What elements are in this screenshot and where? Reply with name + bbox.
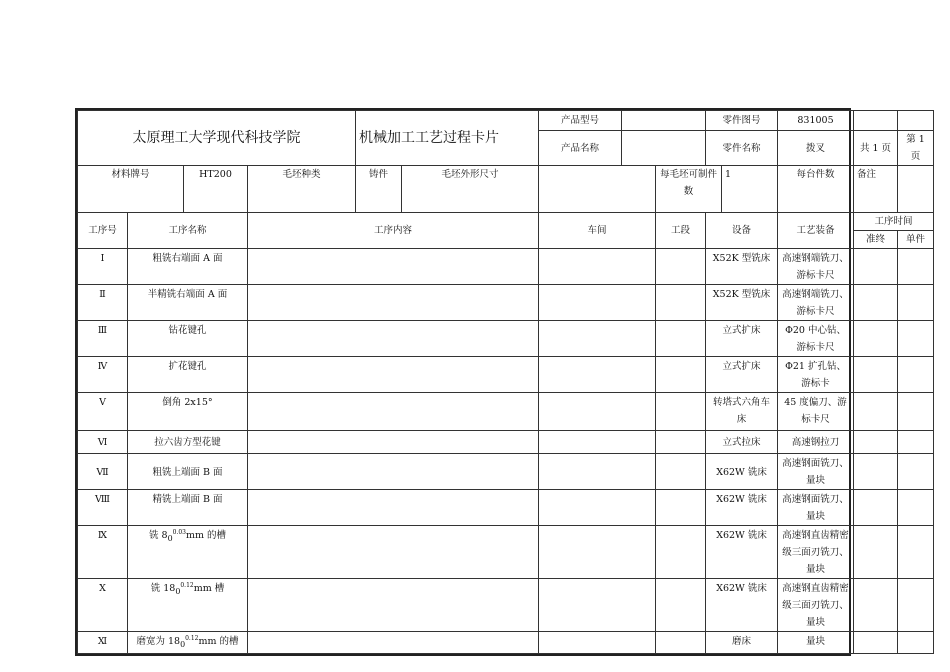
op-no: Ⅺ [78,632,128,654]
part-name-value: 拨叉 [778,131,854,166]
op-content [248,431,539,454]
per-unit-label: 每台件数 [778,166,854,213]
op-equipment: 立式拉床 [706,431,778,454]
table-row [78,490,934,526]
remark-label: 备注 [854,166,898,213]
col-workshop: 车间 [539,213,656,249]
op-no: Ⅴ [78,393,128,431]
op-name: 半精铣右端面 A 面 [128,285,248,321]
col-section: 工段 [656,213,706,249]
op-name-text: 磨宽为 18 [136,636,181,647]
op-name: 精铣上端面 B 面 [128,490,248,526]
op-equipment: X62W 铣床 [706,579,778,632]
op-prep-time [854,285,898,321]
op-prep-time [854,393,898,431]
op-workshop [539,526,656,579]
card-title: 机械加工工艺过程卡片 [356,111,539,166]
blank-size-value [539,166,656,213]
part-no-label: 零件图号 [706,111,778,131]
part-no-value: 831005 [778,111,854,131]
op-equipment: 磨床 [706,632,778,654]
op-no: Ⅸ [78,526,128,579]
op-unit-time [898,249,934,285]
op-unit-time [898,321,934,357]
op-equipment: 立式扩床 [706,357,778,393]
op-section [656,393,706,431]
column-header-row-1 [78,213,934,231]
school-name: 太原理工大学现代科技学院 [78,111,356,166]
op-prep-time [854,454,898,490]
op-equipment: X62W 铣床 [706,490,778,526]
header-row-1 [78,111,934,131]
op-workshop [539,285,656,321]
op-tooling: 高速钢拉刀 [778,431,854,454]
op-tooling: 高速钢面铣刀、量块 [778,454,854,490]
op-section [656,321,706,357]
op-tooling: 高速钢面铣刀、量块 [778,490,854,526]
op-tooling: 高速钢直齿精密级三面刃铣刀、量块 [778,526,854,579]
op-section [656,285,706,321]
op-content [248,249,539,285]
col-prep-time: 准终 [854,231,898,249]
process-card [75,108,926,656]
op-unit-time [898,490,934,526]
op-name: 扩花键孔 [128,357,248,393]
product-model-label: 产品型号 [539,111,622,131]
blank-type-value: 铸件 [356,166,402,213]
op-prep-time [854,357,898,393]
table-row [78,632,934,654]
op-tooling: Φ21 扩孔钻、游标卡 [778,357,854,393]
op-prep-time [854,526,898,579]
product-name-label: 产品名称 [539,131,622,166]
table-row [78,357,934,393]
op-equipment: X52K 型铣床 [706,249,778,285]
op-name-text: 铣 18 [150,583,176,594]
total-pages: 共 1 页 [854,131,898,166]
op-name-unit: mm 的槽 [198,636,239,647]
op-no: Ⅰ [78,249,128,285]
op-unit-time [898,454,934,490]
op-content [248,285,539,321]
op-workshop [539,249,656,285]
op-content [248,357,539,393]
col-op-content: 工序内容 [248,213,539,249]
op-content [248,454,539,490]
table-row [78,285,934,321]
col-tooling: 工艺装备 [778,213,854,249]
op-name [128,632,248,654]
op-section [656,357,706,393]
table-row [78,393,934,431]
op-unit-time [898,393,934,431]
op-prep-time [854,632,898,654]
col-time: 工序时间 [854,213,934,231]
op-section [656,454,706,490]
op-name: 钻花键孔 [128,321,248,357]
op-workshop [539,632,656,654]
op-content [248,393,539,431]
op-name: 粗铣右端面 A 面 [128,249,248,285]
op-name-unit: mm 槽 [193,583,225,594]
header-blank-1 [854,111,898,131]
op-unit-time [898,526,934,579]
op-content [248,579,539,632]
part-name-label: 零件名称 [706,131,778,166]
op-tooling: 量块 [778,632,854,654]
op-unit-time [898,431,934,454]
table-row [78,454,934,490]
op-prep-time [854,321,898,357]
op-no: Ⅷ [78,490,128,526]
op-section [656,490,706,526]
op-equipment: X62W 铣床 [706,454,778,490]
op-workshop [539,431,656,454]
op-workshop [539,321,656,357]
op-workshop [539,357,656,393]
op-name: 拉六齿方型花键 [128,431,248,454]
op-unit-time [898,579,934,632]
per-blank-value: 1 [722,166,778,213]
blank-type-label: 毛坯种类 [248,166,356,213]
op-tooling: 45 度偏刀、游标卡尺 [778,393,854,431]
tolerance-upper: 0.12 [180,581,194,589]
op-tooling: 高速钢端铣刀、游标卡尺 [778,249,854,285]
op-prep-time [854,431,898,454]
op-workshop [539,454,656,490]
op-prep-time [854,490,898,526]
op-unit-time [898,632,934,654]
op-equipment: 立式扩床 [706,321,778,357]
op-content [248,632,539,654]
op-prep-time [854,579,898,632]
op-section [656,579,706,632]
op-no: Ⅳ [78,357,128,393]
op-section [656,526,706,579]
table-row [78,249,934,285]
op-workshop [539,490,656,526]
op-unit-time [898,357,934,393]
op-name: 倒角 2x15° [128,393,248,431]
header-blank-2 [898,111,934,131]
op-name-unit: mm 的槽 [185,530,226,541]
remark-value [898,166,934,213]
table-row [78,431,934,454]
op-no: Ⅹ [78,579,128,632]
tolerance-lower: 0 [180,639,186,649]
op-content [248,490,539,526]
tolerance-upper: 0.03 [172,528,186,536]
op-section [656,431,706,454]
op-content [248,526,539,579]
op-workshop [539,393,656,431]
op-no: Ⅲ [78,321,128,357]
op-no: Ⅵ [78,431,128,454]
table-row [78,579,934,632]
op-no: Ⅶ [78,454,128,490]
op-section [656,249,706,285]
process-card-table [77,110,934,654]
op-content [248,321,539,357]
product-model-value [622,111,706,131]
page-number: 第 1 页 [898,131,934,166]
product-name-value [622,131,706,166]
blank-size-label: 毛坯外形尺寸 [402,166,539,213]
op-equipment: 转塔式六角车床 [706,393,778,431]
table-row [78,526,934,579]
op-no: Ⅱ [78,285,128,321]
tolerance-upper: 0.12 [185,634,199,642]
op-tooling: 高速钢直齿精密级三面刃铣刀、量块 [778,579,854,632]
material-grade-value: HT200 [184,166,248,213]
per-blank-label: 每毛坯可制件数 [656,166,722,213]
material-row [78,166,934,213]
table-row [78,321,934,357]
op-name-text: 铣 8 [148,530,168,541]
material-grade-label: 材料牌号 [78,166,184,213]
col-equipment: 设备 [706,213,778,249]
col-op-name: 工序名称 [128,213,248,249]
op-name: 粗铣上端面 B 面 [128,454,248,490]
col-op-no: 工序号 [78,213,128,249]
op-equipment: X62W 铣床 [706,526,778,579]
op-unit-time [898,285,934,321]
op-section [656,632,706,654]
tolerance-lower: 0 [175,586,181,596]
op-name [128,526,248,579]
op-workshop [539,579,656,632]
op-equipment: X52K 型铣床 [706,285,778,321]
op-tooling: Φ20 中心钻、游标卡尺 [778,321,854,357]
col-unit-time: 单件 [898,231,934,249]
op-prep-time [854,249,898,285]
op-name [128,579,248,632]
op-tooling: 高速钢端铣刀、游标卡尺 [778,285,854,321]
tolerance-lower: 0 [167,533,173,543]
